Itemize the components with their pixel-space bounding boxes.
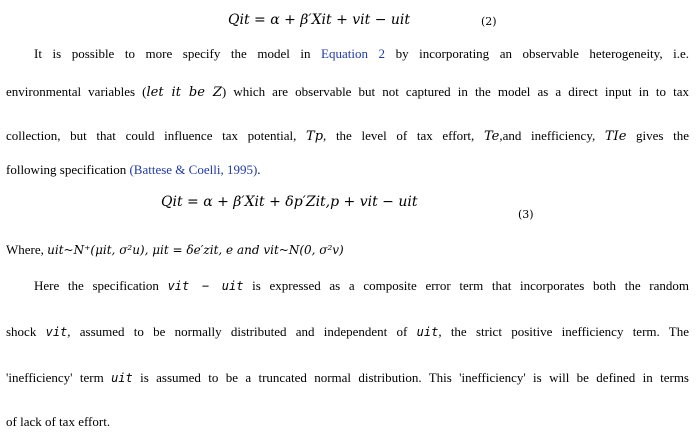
math-uit: uit: [111, 371, 133, 385]
text: , assumed to be normally distributed and independent of: [67, 324, 417, 339]
paragraph-2-line-3: [6, 370, 689, 386]
text: is assumed to be a truncated normal distribution. This 'inefficiency' is will be defined in terms: [132, 370, 689, 385]
paragraph-2-line-2: [6, 324, 689, 340]
text: Here the specification: [34, 278, 168, 293]
text: following specification: [6, 162, 130, 177]
math-uit: uit: [416, 325, 439, 339]
text: collection, but that could influence tax potential,: [6, 128, 307, 143]
paragraph-1-line-1: [34, 46, 689, 62]
text: It is possible to more specify the model in: [34, 46, 322, 61]
where-line: [6, 242, 344, 258]
text: , the level of tax effort,: [323, 128, 484, 143]
text: ) which are observable but not captured in the model as a direct input in to tax: [221, 84, 690, 99]
text: shock: [6, 324, 46, 339]
where-label: Where,: [6, 242, 44, 257]
citation-link[interactable]: (Battese & Coelli, 1995): [129, 162, 258, 177]
equation-3-formula: Qit = α + β′Xit + δp′Zit,p + vit − uit: [161, 194, 418, 210]
equation-3: [161, 194, 417, 210]
equation-2-link[interactable]: Equation 2: [321, 46, 386, 61]
text: .: [257, 162, 261, 177]
math-let-it-be-z: let it be Z: [146, 85, 222, 100]
paragraph-1-line-3: [6, 128, 689, 145]
math-vit-minus-uit: vit − uit: [167, 279, 244, 293]
math-te: Te: [483, 129, 500, 144]
paragraph-2-line-4: [6, 414, 110, 430]
where-formula: uit~N⁺(μit, σ²u), μit = δe′zit, e and vit~N(0, σ²v): [47, 243, 344, 257]
paragraph-1-line-4: [6, 162, 261, 178]
text: 'inefficiency' term: [6, 370, 112, 385]
text: is expressed as a composite error term that incorporates both the random: [243, 278, 689, 293]
equation-2-formula: Qit = α + β′Xit + vit − uit: [228, 12, 411, 28]
text: gives the: [626, 128, 690, 143]
equation-2-number: (2): [481, 15, 497, 28]
math-tp: Tp: [306, 129, 324, 144]
paragraph-2-line-1: [34, 278, 689, 294]
text: , the strict positive inefficiency term. The: [438, 324, 689, 339]
text: environmental variables (: [6, 84, 147, 99]
text: of lack of tax effort.: [6, 414, 111, 429]
equation-3-number: (3): [518, 208, 534, 221]
math-tie: TIe: [604, 129, 627, 144]
text: ,and inefficiency,: [499, 128, 605, 143]
equation-2: [228, 12, 410, 28]
math-vit: vit: [45, 325, 68, 339]
paragraph-1-line-2: [6, 84, 689, 101]
text: by incorporating an observable heterogeneity, i.e.: [385, 46, 690, 61]
